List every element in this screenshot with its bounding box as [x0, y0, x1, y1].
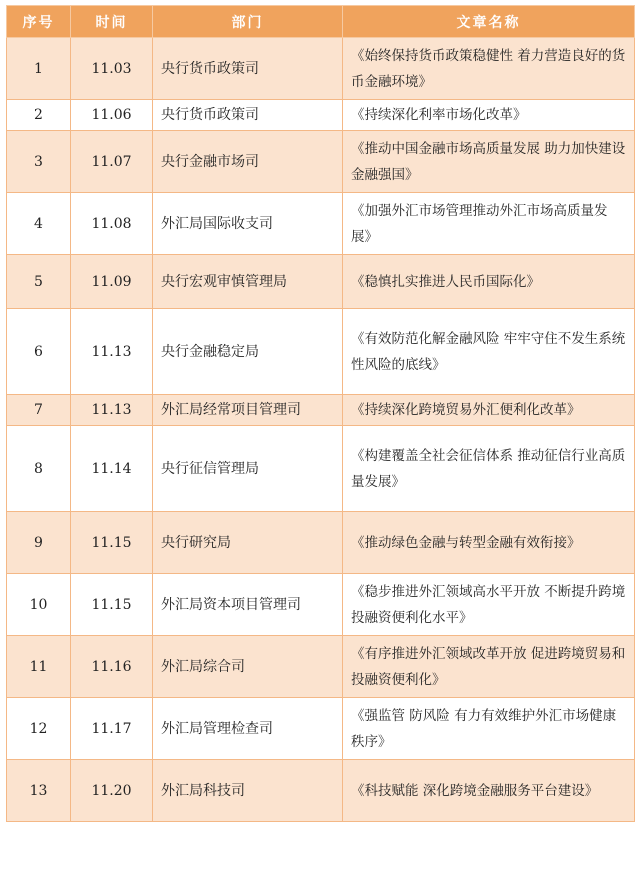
row-department: 央行货币政策司	[153, 100, 343, 131]
row-date: 11.03	[71, 38, 153, 100]
row-department: 外汇局国际收支司	[153, 193, 343, 255]
row-article-title: 《有效防范化解金融风险 牢牢守住不发生系统性风险的底线》	[343, 309, 635, 395]
row-date: 11.14	[71, 426, 153, 512]
row-index: 12	[7, 698, 71, 760]
row-index: 3	[7, 131, 71, 193]
table-row	[7, 255, 635, 309]
articles-table	[6, 5, 635, 822]
table-row	[7, 131, 635, 193]
row-department: 外汇局综合司	[153, 636, 343, 698]
table-row	[7, 512, 635, 574]
row-department: 央行宏观审慎管理局	[153, 255, 343, 309]
row-index: 4	[7, 193, 71, 255]
row-article-title: 《推动中国金融市场高质量发展 助力加快建设金融强国》	[343, 131, 635, 193]
row-article-title: 《有序推进外汇领域改革开放 促进跨境贸易和投融资便利化》	[343, 636, 635, 698]
row-date: 11.15	[71, 574, 153, 636]
table-row	[7, 309, 635, 395]
header-article-title: 文章名称	[343, 6, 635, 38]
row-index: 9	[7, 512, 71, 574]
row-article-title: 《始终保持货币政策稳健性 着力营造良好的货币金融环境》	[343, 38, 635, 100]
row-date: 11.13	[71, 309, 153, 395]
row-article-title: 《稳慎扎实推进人民币国际化》	[343, 255, 635, 309]
row-department: 央行货币政策司	[153, 38, 343, 100]
header-department: 部门	[153, 6, 343, 38]
row-department: 外汇局科技司	[153, 760, 343, 822]
row-article-title: 《持续深化跨境贸易外汇便利化改革》	[343, 395, 635, 426]
header-date: 时间	[71, 6, 153, 38]
row-date: 11.15	[71, 512, 153, 574]
table-row	[7, 38, 635, 100]
table-row	[7, 698, 635, 760]
row-article-title: 《科技赋能 深化跨境金融服务平台建设》	[343, 760, 635, 822]
row-index: 2	[7, 100, 71, 131]
row-index: 10	[7, 574, 71, 636]
table-row	[7, 395, 635, 426]
table-row	[7, 193, 635, 255]
row-date: 11.08	[71, 193, 153, 255]
row-index: 11	[7, 636, 71, 698]
row-index: 1	[7, 38, 71, 100]
table-row	[7, 426, 635, 512]
row-date: 11.13	[71, 395, 153, 426]
row-department: 央行金融稳定局	[153, 309, 343, 395]
row-department: 外汇局经常项目管理司	[153, 395, 343, 426]
row-article-title: 《稳步推进外汇领域高水平开放 不断提升跨境投融资便利化水平》	[343, 574, 635, 636]
row-index: 7	[7, 395, 71, 426]
row-index: 13	[7, 760, 71, 822]
row-date: 11.09	[71, 255, 153, 309]
row-index: 5	[7, 255, 71, 309]
row-article-title: 《加强外汇市场管理推动外汇市场高质量发展》	[343, 193, 635, 255]
row-department: 央行研究局	[153, 512, 343, 574]
table-row	[7, 100, 635, 131]
table-header-row	[7, 6, 635, 38]
row-date: 11.20	[71, 760, 153, 822]
row-index: 8	[7, 426, 71, 512]
row-date: 11.17	[71, 698, 153, 760]
row-department: 外汇局资本项目管理司	[153, 574, 343, 636]
header-index: 序号	[7, 6, 71, 38]
table-row	[7, 636, 635, 698]
row-article-title: 《推动绿色金融与转型金融有效衔接》	[343, 512, 635, 574]
table-body	[7, 38, 635, 822]
row-department: 外汇局管理检查司	[153, 698, 343, 760]
table-row	[7, 574, 635, 636]
row-article-title: 《强监管 防风险 有力有效维护外汇市场健康秩序》	[343, 698, 635, 760]
table-row	[7, 760, 635, 822]
row-date: 11.06	[71, 100, 153, 131]
row-article-title: 《持续深化利率市场化改革》	[343, 100, 635, 131]
row-date: 11.07	[71, 131, 153, 193]
row-date: 11.16	[71, 636, 153, 698]
row-article-title: 《构建覆盖全社会征信体系 推动征信行业高质量发展》	[343, 426, 635, 512]
row-department: 央行征信管理局	[153, 426, 343, 512]
row-index: 6	[7, 309, 71, 395]
row-department: 央行金融市场司	[153, 131, 343, 193]
